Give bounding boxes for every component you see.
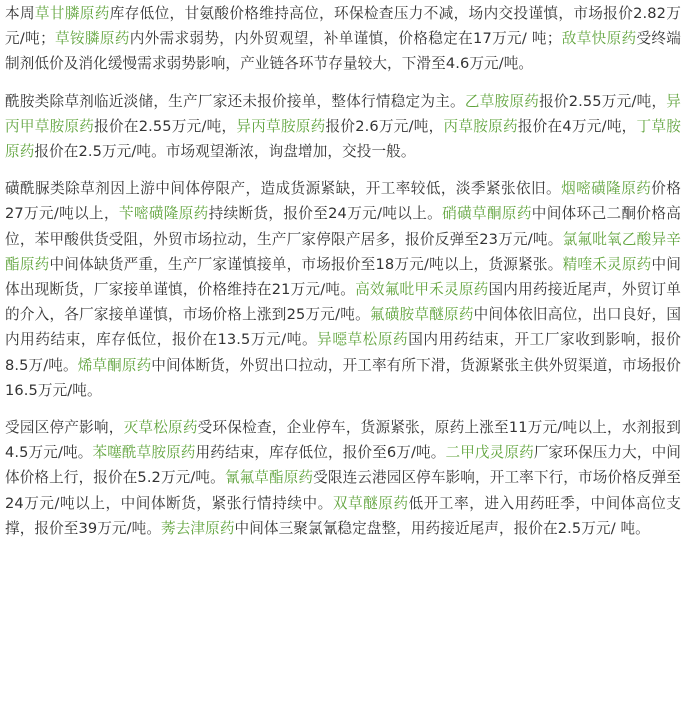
product-name: 氟磺胺草醚原药 (369, 306, 474, 324)
paragraph-amide-herbicides (5, 89, 681, 165)
product-name: 草甘膦原药 (34, 5, 110, 22)
paragraph-text: 报价2.6万元/吨， (325, 117, 444, 135)
paragraph-text: 库存低位，甘氨酸价格维持高位，环保检查压力不减，场内交投谨慎，市场报价2.82万元/吨； (5, 5, 681, 48)
paragraph-text: 报价在2.55万元/吨， (94, 117, 237, 135)
paragraph-text: 内外需求弱势，内外贸观望，补单谨慎，价格稳定在17万元/ 吨； (129, 30, 562, 48)
product-name: 高效氟吡甲禾灵原药 (355, 281, 489, 299)
paragraph-text: 受环保检查，企业停车，货源紧张，原药上涨至11万元/吨以上，水剂报到4.5万元/吨。 (5, 419, 681, 462)
product-name: 异丙草胺原药 (236, 117, 326, 135)
product-name: 草铵膦原药 (54, 30, 130, 48)
paragraph-text: 报价在2.5万元/吨。市场观望渐浓，询盘增加，交投一般。 (34, 143, 416, 161)
product-name: 乙草胺原药 (464, 92, 540, 110)
product-name: 氯氟吡氧乙酸异辛酯原药 (5, 230, 681, 273)
paragraph-text: 中间体出现断货，厂家接单谨慎，价格维持在21万元/吨。 (5, 255, 681, 299)
product-name: 苄嘧磺隆原药 (118, 205, 209, 223)
product-name: 丙草胺原药 (443, 117, 518, 135)
paragraph-text: 报价2.55万元/吨， (539, 92, 667, 110)
product-name: 精喹禾灵原药 (562, 255, 652, 273)
product-name: 灭草松原药 (123, 419, 198, 437)
paragraph-text: 厂家环保压力大，中间体价格上行，报价在5.2万元/吨。 (5, 444, 681, 487)
product-name: 异丙甲草胺原药 (5, 92, 681, 135)
paragraph-text: 国内用药结束，开工厂家收到影响，报价8.5万/吨。 (5, 331, 681, 374)
paragraph-text: 受园区停产影响， (5, 419, 124, 437)
product-name: 烟嘧磺隆原药 (561, 180, 652, 198)
paragraph-text: 磺酰脲类除草剂因上游中间体停限产，造成货源紧缺，开工率较低，淡季紧张依旧。 (5, 180, 562, 198)
product-name: 硝磺草酮原药 (442, 205, 532, 223)
paragraph-text: 酰胺类除草剂临近淡储，生产厂家还未报价接单，整体行情稳定为主。 (5, 92, 465, 110)
paragraph-text: 中间体环己二酮价格高位，苯甲酸供货受阻，外贸市场拉动，生产厂家停限产居多，报价反弹至23万元/吨。 (5, 205, 681, 248)
paragraph-text: 持续断货，报价至24万元/吨以上。 (208, 205, 443, 223)
product-name: 丁草胺原药 (5, 117, 681, 161)
paragraph-glyphosate-glufosinate (5, 1, 681, 77)
paragraph-text: 受终端制剂低价及消化缓慢需求弱势影响，产业链各环节存量较大，下滑至4.6万元/吨。 (5, 30, 681, 73)
product-name: 莠去津原药 (161, 519, 235, 537)
paragraph-text: 中间体缺货严重，生产厂家谨慎接单，市场报价至18万元/吨以上，货源紧张。 (49, 255, 563, 273)
product-name: 氰氟草酯原药 (224, 469, 314, 487)
paragraph-text: 中间体依旧高位，出口良好，国内用药结束，库存低位，报价在13.5万元/吨。 (5, 306, 682, 349)
paragraph-text: 用药结束，库存低位，报价至6万/吨。 (195, 444, 446, 462)
product-name: 烯草酮原药 (77, 356, 152, 374)
paragraph-text: 本周 (5, 5, 35, 22)
product-name: 敌草快原药 (561, 30, 637, 48)
article-body (0, 1, 685, 541)
product-name: 异噁草松原药 (317, 331, 409, 349)
product-name: 双草醚原药 (332, 494, 409, 512)
paragraph-park-shutdown (5, 415, 681, 541)
paragraph-text: 价格27万元/吨以上， (5, 180, 682, 223)
paragraph-text: 报价在4万元/吨， (517, 117, 637, 135)
product-name: 苯噻酰草胺原药 (92, 444, 196, 462)
paragraph-text: 中间体三聚氯氰稳定盘整，用药接近尾声，报价在2.5万元/ 吨。 (234, 519, 650, 537)
paragraph-text: 中间体断货，外贸出口拉动，开工率有所下滑，货源紧张主供外贸渠道，市场报价16.5万元/吨。 (5, 356, 681, 399)
paragraph-text: 低开工率，进入用药旺季，中间体高位支撑，报价至39万元/吨。 (5, 494, 681, 537)
paragraph-sulfonylurea-herbicides (5, 176, 681, 403)
paragraph-text: 国内用药接近尾声，外贸订单的介入，各厂家接单谨慎，市场价格上涨到25万元/吨。 (5, 281, 681, 324)
paragraph-text: 受限连云港园区停车影响，开工率下行，市场价格反弹至24万元/吨以上，中间体断货，紧张行情持续中。 (5, 469, 681, 512)
product-name: 二甲戊灵原药 (445, 444, 534, 462)
